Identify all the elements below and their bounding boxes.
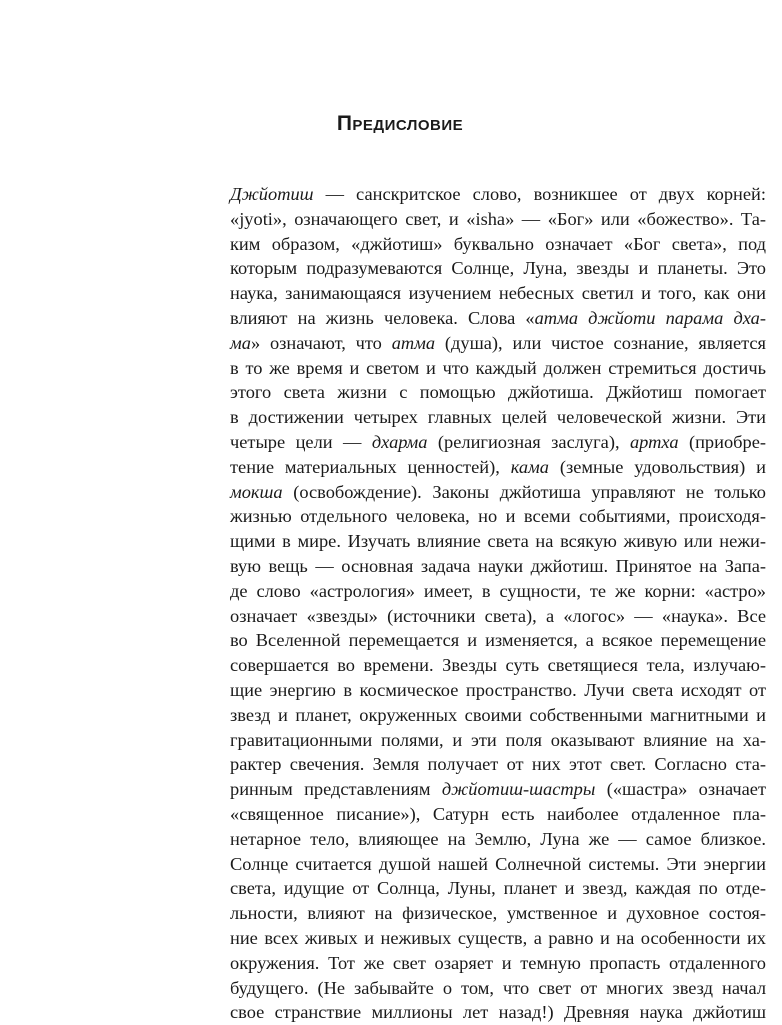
text-line: окружения. Тот же свет озаряет и темную пропасть отдаленного <box>230 952 766 973</box>
text-line: нетарное тело, влияющее на Землю, Луна же — самое близкое. <box>230 828 766 849</box>
text-line: которым подразумеваются Солнце, Луна, звезды и планеты. Это <box>230 258 766 279</box>
text-line: во Вселенной перемещается и изменяется, а всякое перемещение <box>230 630 766 651</box>
text-line: «jyoti», означающего свет, и «isha» — «Бог» или «божество». Та- <box>230 208 766 229</box>
text-line: означает «звезды» (источники света), а «логос» — «наука». Все <box>230 605 766 626</box>
text-line: света, идущие от Солнца, Луны, планет и звезд, каждая по отде- <box>230 878 766 899</box>
text-line: щими в мире. Изучать влияние света на всякую живую или нежи- <box>230 531 766 552</box>
text-line: в то же время и светом и что каждый должен стремиться достичь <box>230 357 766 378</box>
text-line: вую вещь — основная задача науки джйотиш. Принятое на Запа- <box>230 555 766 576</box>
text-line: де слово «астрология» имеет, в сущности, те же корни: «астро» <box>230 580 766 601</box>
text-line: гравитационными полями, и эти поля оказывают влияние на ха- <box>230 729 766 750</box>
text-line: льности, влияют на физическое, умственное и духовное состоя- <box>230 903 766 924</box>
text-line: в достижении четырех главных целей человеческой жизни. Эти <box>230 407 766 428</box>
text-line: совершается во времени. Звезды суть светящиеся тела, излучаю- <box>230 655 766 676</box>
text-line: ринным представлениям джйотиш-шастры («шастра» означает <box>230 779 766 800</box>
text-line: наука, занимающаяся изучением небесных светил и того, как они <box>230 283 766 304</box>
text-line: ние всех живых и неживых существ, а равно и на особенности их <box>230 927 766 948</box>
text-line: тение материальных ценностей), кама (земные удовольствия) и <box>230 456 766 477</box>
text-line: свое странствие миллионы лет назад!) Древняя наука джйотиш <box>230 1002 766 1023</box>
page-title: Предисловие <box>336 112 464 135</box>
text-line: ким образом, «джйотиш» буквально означает «Бог света», под <box>230 233 766 254</box>
text-line: этого света жизни с помощью джйотиша. Джйотиш помогает <box>230 382 766 403</box>
text-line: жизнью отдельного человека, но и всеми событиями, происходя- <box>230 506 766 527</box>
text-line: «священное писание»), Сатурн есть наиболее отдаленное пла- <box>230 803 766 824</box>
text-line: щие энергию в космическое пространство. Лучи света исходят от <box>230 679 766 700</box>
text-line: четыре цели — дхарма (религиозная заслуга), артха (приобре- <box>230 431 766 452</box>
text-line: мокша (освобождение). Законы джйотиша управляют не только <box>230 481 766 502</box>
body-text <box>230 182 766 1025</box>
text-line: будущего. (Не забывайте о том, что свет от многих звезд начал <box>230 977 766 998</box>
text-line: Джйотиш — санскритское слово, возникшее от двух корней: <box>230 184 766 204</box>
text-line: рактер свечения. Земля получает от них этот свет. Согласно ста- <box>230 754 766 775</box>
text-line: ма» означают, что атма (душа), или чистое сознание, является <box>230 332 766 353</box>
text-line: влияют на жизнь человека. Слова «атма джйоти парама дха- <box>230 307 766 328</box>
text-line: звезд и планет, окруженных своими собственными магнитными и <box>230 704 766 725</box>
text-line: Солнце считается душой нашей Солнечной системы. Эти энергии <box>230 853 766 874</box>
